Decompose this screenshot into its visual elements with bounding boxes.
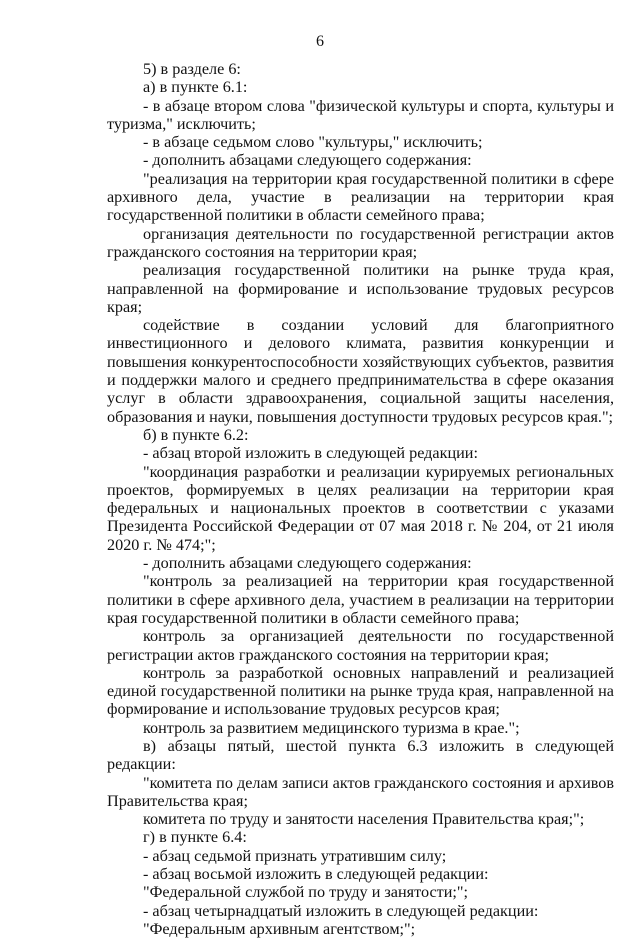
paragraph: 5) в разделе 6: <box>143 60 241 78</box>
paragraph: а) в пункте 6.1: <box>143 78 248 97</box>
paragraph: "комитета по делам записи актов гражданского состояния и архивов Правительства края; <box>107 773 614 810</box>
paragraph: - абзац седьмой признать утратившим силу; <box>143 846 447 865</box>
paragraph: - абзац четырнадцатый изложить в следующей редакции: <box>143 901 539 920</box>
paragraph: - в абзаце седьмом слово "культуры," исключить; <box>143 133 483 152</box>
page-number: 6 <box>316 33 324 50</box>
paragraph: содействие в создании условий для благоприятного инвестиционного и делового климата, развития конкуренции и повышения конкурентоспособности хозяйствующих субъектов, развития и поддержки малого и среднего предпринимательства в сфере оказания услуг в области здравоохранения, социальной защиты населения, образования и науки, повышения доступности трудовых ресурсов края."; <box>107 316 614 426</box>
paragraph: - абзац восьмой изложить в следующей редакции: <box>143 865 489 884</box>
paragraph: комитета по труду и занятости населения Правительства края;"; <box>143 810 585 829</box>
paragraph: реализация государственной политики на рынке труда края, направленной на формирование и использование трудовых ресурсов края; <box>107 261 614 316</box>
paragraph: в) абзацы пятый, шестой пункта 6.3 изложить в следующей редакции: <box>107 736 614 774</box>
paragraph: "координация разработки и реализации курируемых региональных проектов, формируемых в целях реализации на территории края федеральных и национальных проектов в соответствии с указами Президента Российской Федерации от 07 мая 2018 г. № 204, от 21 июля 2020 г. № 474;"; <box>107 462 614 554</box>
paragraph: - в абзаце втором слова "физической культуры и спорта, культуры и туризма," исключить; <box>107 96 614 133</box>
paragraph: - дополнить абзацами следующего содержания: <box>143 554 472 573</box>
paragraph: "контроль за реализацией на территории края государственной политики в сфере архивного дела, участием в реализации на территории края государственной политики в области семейного права; <box>107 572 614 627</box>
paragraph: - абзац второй изложить в следующей редакции: <box>143 444 478 463</box>
paragraph: организация деятельности по государственной регистрации актов гражданского состояния на территории края; <box>107 224 614 261</box>
paragraph: контроль за развитием медицинского туризма в крае."; <box>143 718 520 737</box>
paragraph: - дополнить абзацами следующего содержания: <box>143 151 472 170</box>
document-body <box>107 60 614 938</box>
paragraph: контроль за организацией деятельности по государственной регистрации актов гражданского состояния на территории края; <box>107 627 614 664</box>
paragraph: б) в пункте 6.2: <box>143 425 249 444</box>
paragraph: "Федеральной службой по труду и занятости;"; <box>143 883 468 902</box>
paragraph: контроль за разработкой основных направлений и реализацией единой государственной политики на рынке труда края, направленной на формирование и использование трудовых ресурсов края; <box>107 663 614 719</box>
paragraph: "реализация на территории края государственной политики в сфере архивного дела, участие в реализации на территории края государственной политики в области семейного права; <box>107 169 614 225</box>
paragraph: г) в пункте 6.4: <box>143 828 247 847</box>
paragraph: "Федеральным архивным агентством;"; <box>143 919 416 938</box>
